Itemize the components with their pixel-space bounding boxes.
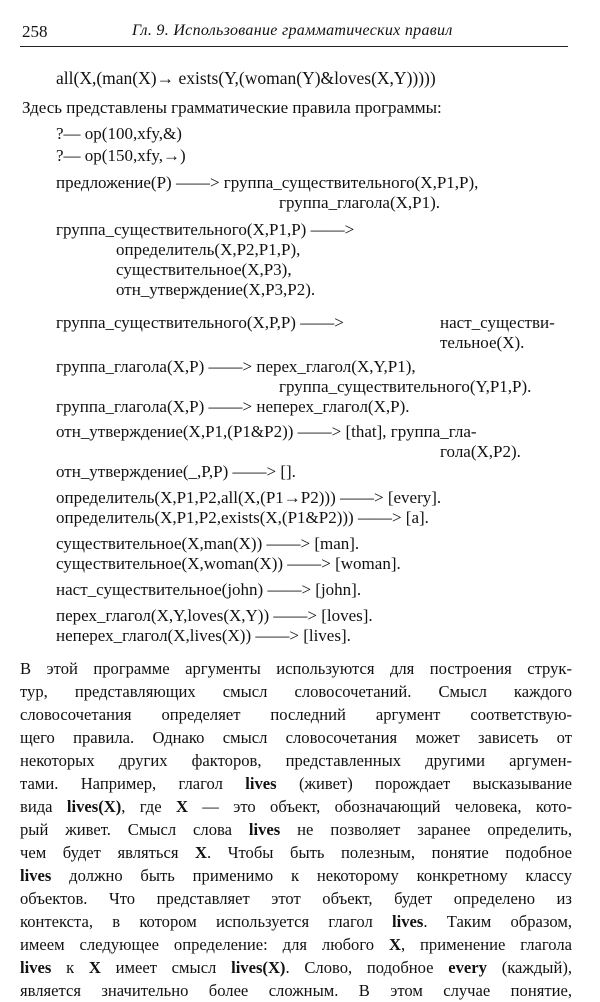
paragraph-line — [20, 818, 572, 841]
text: В этой программе аргументы используются для построения струк- — [20, 659, 572, 678]
rule-vp-1: группа_глагола(X,P) ——> перех_глагол(X,Y,P1), — [56, 357, 416, 376]
formula-all-exists: all(X,(man(X)→ exists(Y,(woman(Y)&loves(X,Y))))) — [56, 68, 436, 88]
paragraph-line — [20, 795, 572, 818]
text: рый живет. Смысл слова — [20, 820, 232, 839]
text: . Слово, подобное — [285, 958, 434, 977]
text: тами. Например, глагол — [20, 774, 223, 793]
op-line-1: ?— op(100,xfy,&) — [56, 124, 182, 143]
text: — это объект, обозначающий человека, кото- — [202, 797, 572, 816]
term: lives — [391, 912, 424, 931]
text: является значительно более сложным. В этом случае понятие, — [20, 981, 572, 1000]
paragraph-line — [20, 910, 572, 933]
intro-line: Здесь представлены грамматические правила программы: — [22, 98, 442, 117]
rule-sentence: предложение(P) ——> группа_существительного(X,P1,P), — [56, 173, 479, 192]
rule-trans-verb: перех_глагол(X,Y,loves(X,Y)) ——> [loves]. — [56, 606, 373, 625]
rule-np-1-det: определитель(X,P2,P1,P), — [116, 240, 301, 259]
paragraph-line — [20, 703, 572, 726]
rule-rel-1: отн_утверждение(X,P1,(P1&P2)) ——> [that], группа_гла- — [56, 422, 477, 441]
running-title: Гл. 9. Использование грамматических правил — [132, 22, 453, 39]
term: lives — [20, 958, 52, 977]
term: every — [448, 958, 487, 977]
text: должно быть применимо к некоторому конкретному классу — [69, 866, 572, 885]
rule-np-1-noun: существительное(X,P3), — [116, 260, 292, 279]
page-header — [20, 20, 568, 47]
paragraph-line — [20, 749, 572, 772]
text: (живет) порождает высказывание — [298, 774, 572, 793]
rule-noun-woman: существительное(X,woman(X)) ——> [woman]. — [56, 554, 401, 573]
rule-vp-2: группа_глагола(X,P) ——> неперех_глагол(X,P). — [56, 397, 410, 416]
paragraph-line — [20, 887, 572, 910]
text: некоторых других факторов, представленных другими аргумен- — [20, 751, 572, 770]
rule-det-a: определитель(X,P1,P2,exists(X,(P1&P2))) ——> [a]. — [56, 508, 429, 527]
rule-sentence-cont: группа_глагола(X,P1). — [279, 193, 441, 212]
paragraph-line — [20, 657, 572, 680]
rule-rel-1-cont: гола(X,P2). — [440, 442, 521, 461]
rule-noun-man: существительное(X,man(X)) ——> [man]. — [56, 534, 360, 553]
rule-np-1: группа_существительного(X,P1,P) ——> — [56, 220, 355, 239]
term: lives — [245, 774, 277, 793]
text: имеем следующее определение: для любого — [20, 935, 375, 954]
text: . Чтобы быть полезным, понятие подобное — [207, 843, 572, 862]
rule-rel-2: отн_утверждение(_,P,P) ——> []. — [56, 462, 296, 481]
rule-np-2-cont: тельное(X). — [440, 333, 525, 352]
paragraph-line — [20, 933, 572, 956]
term: lives(X) — [231, 958, 286, 977]
text: вида — [20, 797, 53, 816]
text: контекста, в котором используется глагол — [20, 912, 373, 931]
term: lives(X) — [66, 797, 122, 816]
text: щего правила. Однако смысл словосочетания может зависеть от — [20, 728, 572, 747]
term: X — [175, 797, 188, 816]
term: lives — [20, 866, 52, 885]
text: не позволяет заранее определить, — [297, 820, 572, 839]
text: к — [66, 958, 75, 977]
term: lives — [248, 820, 281, 839]
text: словосочетания определяет последний аргумент соответствую- — [20, 705, 572, 724]
term: X — [195, 843, 208, 862]
term: X — [88, 958, 101, 977]
text: тур, представляющих смысл словосочетаний. Смысл каждого — [20, 682, 572, 701]
rule-det-every: определитель(X,P1,P2,all(X,(P1→P2))) ——> [every]. — [56, 488, 442, 507]
rule-np-1-rel: отн_утверждение(X,P3,P2). — [116, 280, 316, 299]
text: объектов. Что представляет этот объект, будет определено из — [20, 889, 572, 908]
paragraph-line — [20, 864, 572, 887]
term: X — [388, 935, 401, 954]
rule-proper-noun: наст_существительное(john) ——> [john]. — [56, 580, 362, 599]
paragraph-line — [20, 726, 572, 749]
text: , где — [121, 797, 162, 816]
rule-np-2-right: наст_существи- — [440, 313, 555, 332]
paragraph-line — [20, 680, 572, 703]
text: чем будет являться — [20, 843, 179, 862]
rule-np-2: группа_существительного(X,P,P) ——> — [56, 313, 344, 332]
page-number: 258 — [22, 22, 48, 41]
text: . Таким образом, — [423, 912, 572, 931]
text: (каждый), — [501, 958, 572, 977]
rule-intrans-verb: неперех_глагол(X,lives(X)) ——> [lives]. — [56, 626, 351, 645]
op-line-2: ?— op(150,xfy,→) — [56, 146, 186, 165]
paragraph-line — [20, 772, 572, 795]
text: , применение глагола — [400, 935, 572, 954]
text: имеет смысл — [115, 958, 217, 977]
body-paragraph — [20, 657, 572, 1002]
rule-vp-1-cont: группа_существительного(Y,P1,P). — [279, 377, 532, 396]
paragraph-line — [20, 979, 572, 1002]
paragraph-line — [20, 841, 572, 864]
paragraph-line — [20, 956, 572, 979]
